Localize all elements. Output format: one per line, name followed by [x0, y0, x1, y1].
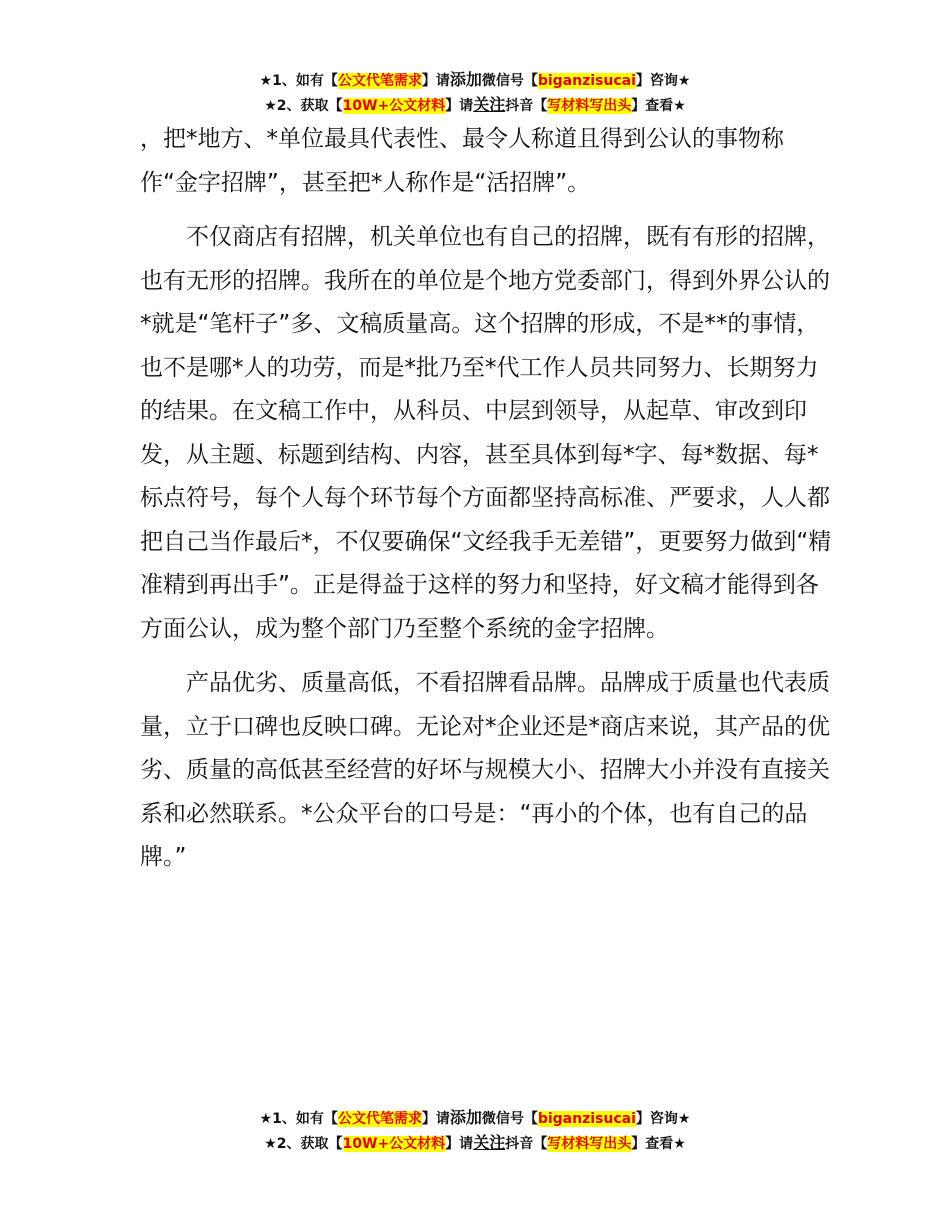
paragraph-1: ，把*地方、*单位最具代表性、最令人称道且得到公认的事物称作“金字招牌”，甚至把*人称作是“活招牌”。: [140, 126, 784, 196]
promo-banner-bottom: [0, 1106, 950, 1156]
promo-line-1: ★1、如有【公文代笔需求】请添加微信号【biganzisucai】咨询★: [259, 70, 691, 89]
highlight-douyin: 写材料写出头: [547, 98, 632, 114]
highlight-materials: 10W+公文材料: [342, 98, 446, 114]
promo-banner-top: [0, 68, 950, 118]
promo-line-1: ★1、如有【公文代笔需求】请添加微信号【biganzisucai】咨询★: [259, 1108, 691, 1127]
highlight-douyin: 写材料写出头: [547, 1136, 632, 1152]
highlight-wechat-id: biganzisucai: [537, 1111, 636, 1127]
highlight-materials: 10W+公文材料: [342, 1136, 446, 1152]
highlight-ghostwriting: 公文代笔需求: [337, 1111, 422, 1127]
paragraph-3: 产品优劣、质量高低，不看招牌看品牌。品牌成于质量也代表质量，立于口碑也反映口碑。无论对*企业还是*商店来说，其产品的优劣、质量的高低甚至经营的好坏与规模大小、招牌大小并没有直接关系和必然联系。*公众平台的口号是：“再小的个体，也有自己的品牌。”: [140, 670, 830, 870]
highlight-wechat-id: biganzisucai: [537, 73, 636, 89]
paragraph-2: 不仅商店有招牌，机关单位也有自己的招牌，既有有形的招牌，也有无形的招牌。我所在的单位是个地方党委部门，得到外界公认的*就是“笔杆子”多、文稿质量高。这个招牌的形成，不是**的事情，也不是哪*人的功劳，而是*批乃至*代工作人员共同努力、长期努力的结果。在文稿工作中，从科员、中层到领导，从起草、审改到印发，从主题、标题到结构、内容，甚至具体到每*字、每*数据、每*标点符号，每个人每个环节每个方面都坚持高标准、严要求，人人都把自己当作最后*，不仅要确保“文经我手无差错”，更要努力做到“精准精到再出手”。正是得益于这样的努力和坚持，好文稿才能得到各方面公认，成为整个部门乃至整个系统的金字招牌。: [140, 224, 832, 642]
promo-line-2: ★2、获取【10W+公文材料】请关注抖音【写材料写出头】查看★: [264, 1133, 686, 1152]
document-body: [140, 118, 840, 880]
highlight-ghostwriting: 公文代笔需求: [337, 73, 422, 89]
promo-line-2: ★2、获取【10W+公文材料】请关注抖音【写材料写出头】查看★: [264, 95, 686, 114]
